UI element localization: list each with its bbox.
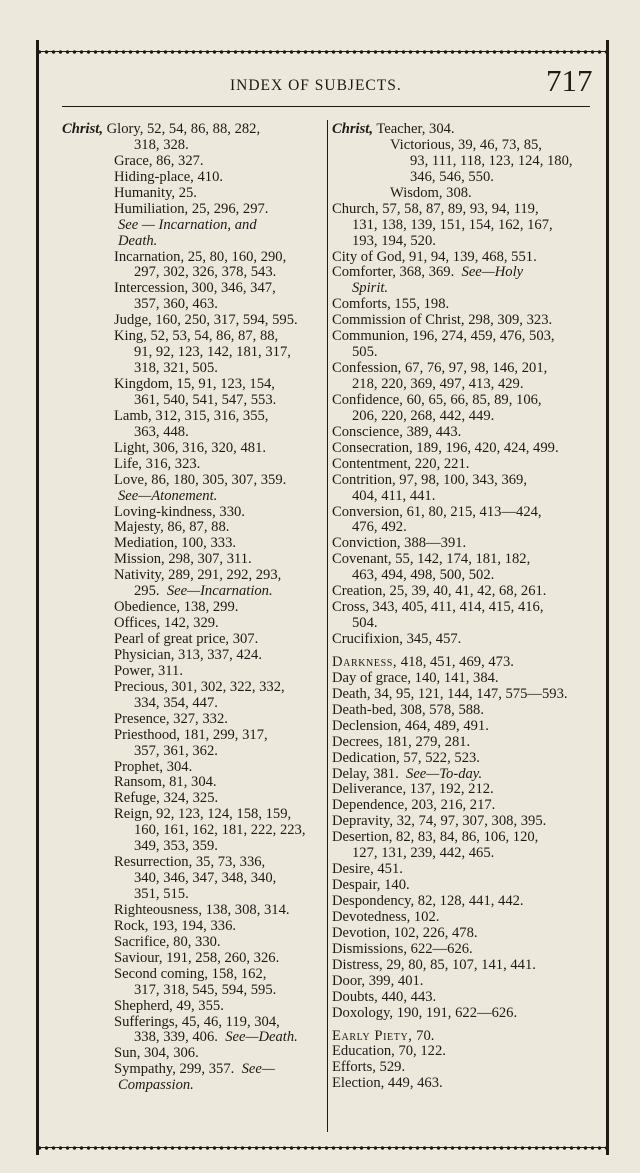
index-entry-line: [332, 655, 600, 671]
index-entry-text: Obedience, 138, 299.: [114, 599, 239, 616]
index-entry-line: [62, 473, 324, 489]
index-entry-text: Covenant, 55, 142, 174, 181, 182,: [332, 551, 531, 568]
index-entry-line: [62, 903, 324, 919]
index-entry-text: See—Atonement.: [118, 487, 218, 504]
index-entry-text: Dependence, 203, 216, 217.: [332, 797, 496, 814]
index-entry-text: Humiliation, 25, 296, 297.: [114, 200, 269, 217]
index-entry-line: [62, 409, 324, 425]
index-entry-text: 295.: [134, 583, 160, 600]
index-entry-text: Devotedness, 102.: [332, 908, 440, 925]
index-entry-line: [62, 871, 324, 887]
index-entry-text: 317, 318, 545, 594, 595.: [134, 981, 277, 998]
index-entry-line: [332, 1029, 600, 1045]
index-entry-line: [332, 735, 600, 751]
index-entry-text: Nativity, 289, 291, 292, 293,: [114, 567, 282, 584]
index-entry-line: [62, 202, 324, 218]
index-entry-line: [62, 823, 324, 839]
index-entry-text: Doubts, 440, 443.: [332, 988, 437, 1005]
index-entry-line: [332, 202, 600, 218]
index-entry-line: [62, 122, 324, 138]
index-entry-text: Sufferings, 45, 46, 119, 304,: [114, 1013, 280, 1030]
index-entry-text: Wisdom, 308.: [390, 184, 472, 201]
index-entry-line: [62, 680, 324, 696]
index-entry-text: 91, 92, 123, 142, 181, 317,: [134, 344, 291, 361]
index-entry-line: [332, 489, 600, 505]
index-entry-text: Communion, 196, 274, 459, 476, 503,: [332, 328, 555, 345]
index-entry-line: [332, 568, 600, 584]
index-entry-line: [332, 671, 600, 687]
index-entry-text: Church, 57, 58, 87, 89, 93, 94, 119,: [332, 200, 539, 217]
index-entry-text: 504.: [352, 615, 378, 632]
index-entry-text: Offices, 142, 329.: [114, 615, 219, 632]
index-entry-text: Doxology, 190, 191, 622—626.: [332, 1004, 518, 1021]
index-entry-text: Life, 316, 323.: [114, 455, 201, 472]
index-entry-line: [62, 265, 324, 281]
index-entry-text: Presence, 327, 332.: [114, 710, 228, 727]
index-entry-line: [62, 361, 324, 377]
index-entry-text: Comforter, 368, 369.: [332, 264, 455, 281]
index-entry-line: [62, 345, 324, 361]
index-entry-line: [332, 345, 600, 361]
index-entry-text: Spirit.: [352, 280, 389, 297]
index-entry-line: [332, 1076, 600, 1092]
index-entry-text: 363, 448.: [134, 423, 189, 440]
index-entry-text: Education, 70, 122.: [332, 1043, 446, 1060]
index-entry-text: Election, 449, 463.: [332, 1075, 443, 1092]
index-entry-line: [332, 894, 600, 910]
index-entry-line: [62, 425, 324, 441]
page-frame-left: [36, 40, 39, 1155]
index-entry-line: [62, 1078, 324, 1094]
index-entry-line: [62, 951, 324, 967]
index-entry-line: [62, 536, 324, 552]
index-entry-line: [62, 664, 324, 680]
index-entry-text: Conscience, 389, 443.: [332, 423, 462, 440]
index-entry-text: Contentment, 220, 221.: [332, 455, 470, 472]
index-entry-line: [332, 632, 600, 648]
index-entry-text: 418, 451, 469, 473.: [397, 653, 514, 670]
index-entry-text: 476, 492.: [352, 519, 407, 536]
index-entry-text: 93, 111, 118, 123, 124, 180,: [410, 152, 573, 169]
index-entry-line: [332, 926, 600, 942]
index-entry-line: [62, 154, 324, 170]
index-entry-text: 357, 360, 463.: [134, 296, 218, 313]
index-entry-line: [332, 751, 600, 767]
index-entry-text: 361, 540, 541, 547, 553.: [134, 391, 277, 408]
index-entry-line: [332, 687, 600, 703]
index-entry-line: [62, 329, 324, 345]
index-entry-text: Judge, 160, 250, 317, 594, 595.: [114, 312, 298, 329]
index-entry-text: Loving-kindness, 330.: [114, 503, 245, 520]
index-heading: Darkness,: [332, 653, 398, 670]
index-entry-text: Desertion, 82, 83, 84, 86, 106, 120,: [332, 829, 539, 846]
index-entry-line: [332, 361, 600, 377]
index-entry-text: Decrees, 181, 279, 281.: [332, 733, 471, 750]
index-entry-text: Second coming, 158, 162,: [114, 965, 267, 982]
index-entry-line: [62, 616, 324, 632]
index-entry-line: [332, 457, 600, 473]
index-entry-line: [332, 297, 600, 313]
index-entry-text: King, 52, 53, 54, 86, 87, 88,: [114, 328, 279, 345]
index-entry-text: Refuge, 324, 325.: [114, 790, 219, 807]
index-entry-text: Incarnation, 25, 80, 160, 290,: [114, 248, 287, 265]
index-entry-text: Delay, 381.: [332, 765, 399, 782]
index-heading: Early Piety,: [332, 1027, 413, 1044]
index-entry-text: Teacher, 304.: [372, 121, 455, 137]
index-entry-line: [332, 393, 600, 409]
index-entry-line: [62, 967, 324, 983]
index-entry-text: Despair, 140.: [332, 877, 410, 894]
index-entry-line: [62, 1046, 324, 1062]
index-entry-line: [332, 138, 600, 154]
ornamental-rule-top: [36, 46, 609, 58]
index-entry-line: [332, 552, 600, 568]
index-entry-text: Efforts, 529.: [332, 1059, 406, 1076]
index-entry-line: [332, 942, 600, 958]
index-entry-line: [62, 393, 324, 409]
index-entry-line: [62, 234, 324, 250]
index-entry-line: [62, 1030, 324, 1046]
index-entry-text: 351, 515.: [134, 886, 189, 902]
index-entry-line: [62, 250, 324, 266]
index-entry-text: Despondency, 82, 128, 441, 442.: [332, 893, 524, 909]
index-entry-line: [332, 265, 600, 281]
index-entry-text: Love, 86, 180, 305, 307, 359.: [114, 471, 287, 488]
index-entry-line: [62, 313, 324, 329]
index-entry-line: [62, 552, 324, 568]
index-entry-text: Contrition, 97, 98, 100, 343, 369,: [332, 471, 527, 488]
index-entry-line: [62, 170, 324, 186]
index-entry-line: [62, 807, 324, 823]
index-entry-line: [332, 703, 600, 719]
index-entry-line: [62, 568, 324, 584]
index-entry-line: [332, 218, 600, 234]
index-entry-text: Light, 306, 316, 320, 481.: [114, 439, 267, 456]
index-entry-line: [332, 830, 600, 846]
index-entry-text: Precious, 301, 302, 322, 332,: [114, 678, 285, 695]
cross-reference: See—Incarnation.: [166, 583, 273, 600]
running-head-title: INDEX OF SUBJECTS.: [230, 77, 402, 94]
index-entry-line: [62, 186, 324, 202]
index-entry-line: [332, 536, 600, 552]
index-entry-line: [332, 584, 600, 600]
index-entry-line: [332, 878, 600, 894]
column-divider: [327, 120, 328, 1132]
index-entry-line: [332, 600, 600, 616]
index-entry-line: [332, 505, 600, 521]
index-entry-text: Distress, 29, 80, 85, 107, 141, 441.: [332, 956, 536, 973]
index-entry-line: [332, 990, 600, 1006]
index-entry-text: Conviction, 388—391.: [332, 535, 467, 552]
index-entry-line: [332, 409, 600, 425]
index-entry-line: [62, 584, 324, 600]
index-entry-line: [62, 887, 324, 903]
index-entry-line: [332, 520, 600, 536]
index-entry-line: [332, 862, 600, 878]
index-entry-line: [332, 329, 600, 345]
index-entry-line: [62, 218, 324, 234]
index-entry-text: Confidence, 60, 65, 66, 85, 89, 106,: [332, 391, 542, 408]
index-entry-text: Death-bed, 308, 578, 588.: [332, 701, 484, 718]
index-entry-text: Death.: [118, 232, 158, 249]
index-entry-line: [332, 250, 600, 266]
page-number: 717: [546, 63, 593, 98]
index-entry-text: Power, 311.: [114, 662, 183, 679]
index-entry-text: Consecration, 189, 196, 420, 424, 499.: [332, 439, 559, 456]
index-entry-line: [62, 775, 324, 791]
index-entry-line: [62, 728, 324, 744]
index-entry-text: Creation, 25, 39, 40, 41, 42, 68, 261.: [332, 583, 547, 600]
index-entry-text: Physician, 313, 337, 424.: [114, 646, 262, 663]
index-entry-text: Sympathy, 299, 357.: [114, 1061, 235, 1078]
index-entry-text: 160, 161, 162, 181, 222, 223,: [134, 822, 306, 839]
index-entry-line: [332, 234, 600, 250]
index-column-right: [332, 122, 600, 1092]
index-entry-text: 505.: [352, 344, 378, 361]
index-entry-text: Dismissions, 622—626.: [332, 940, 473, 957]
index-entry-text: City of God, 91, 94, 139, 468, 551.: [332, 248, 537, 265]
index-entry-text: 297, 302, 326, 378, 543.: [134, 264, 277, 281]
index-entry-text: Dedication, 57, 522, 523.: [332, 749, 480, 766]
index-entry-text: Desire, 451.: [332, 861, 403, 878]
index-entry-text: 131, 138, 139, 151, 154, 162, 167,: [352, 216, 553, 233]
index-entry-text: Conversion, 61, 80, 215, 413—424,: [332, 503, 542, 520]
index-entry-text: Humanity, 25.: [114, 184, 197, 201]
index-entry-text: 338, 339, 406.: [134, 1029, 218, 1046]
index-entry-line: [332, 1060, 600, 1076]
index-entry-text: See — Incarnation, and: [118, 216, 257, 233]
index-entry-line: [62, 457, 324, 473]
index-entry-line: [62, 760, 324, 776]
index-entry-text: Priesthood, 181, 299, 317,: [114, 726, 268, 743]
index-entry-text: Grace, 86, 327.: [114, 152, 204, 169]
index-entry-line: [332, 958, 600, 974]
index-entry-text: Rock, 193, 194, 336.: [114, 917, 237, 934]
index-entry-text: Crucifixion, 345, 457.: [332, 631, 462, 647]
index-entry-line: [332, 377, 600, 393]
index-entry-text: Day of grace, 140, 141, 384.: [332, 669, 499, 686]
index-entry-line: [62, 696, 324, 712]
index-entry-line: [62, 983, 324, 999]
index-entry-line: [332, 910, 600, 926]
index-entry-text: Comforts, 155, 198.: [332, 296, 450, 313]
index-entry-text: 193, 194, 520.: [352, 232, 436, 249]
index-entry-line: [332, 846, 600, 862]
index-entry-line: [62, 935, 324, 951]
index-entry-text: Majesty, 86, 87, 88.: [114, 519, 230, 536]
index-entry-line: [62, 441, 324, 457]
index-entry-text: Mediation, 100, 333.: [114, 535, 237, 552]
index-entry-line: [332, 154, 600, 170]
index-entry-line: [62, 1062, 324, 1078]
index-entry-text: 340, 346, 347, 348, 340,: [134, 870, 277, 887]
index-entry-line: [62, 791, 324, 807]
index-entry-text: Hiding-place, 410.: [114, 168, 224, 185]
index-entry-text: Glory, 52, 54, 86, 88, 282,: [102, 121, 261, 137]
index-entry-line: [332, 782, 600, 798]
index-entry-line: [62, 839, 324, 855]
index-entry-text: Victorious, 39, 46, 73, 85,: [390, 136, 542, 153]
index-entry-text: Cross, 343, 405, 411, 414, 415, 416,: [332, 599, 544, 616]
index-entry-line: [62, 855, 324, 871]
ornamental-rule-bottom: [36, 1142, 609, 1154]
index-entry-text: Ransom, 81, 304.: [114, 774, 217, 791]
index-entry-text: Saviour, 191, 258, 260, 326.: [114, 949, 280, 966]
cross-reference: See—Death.: [225, 1029, 298, 1046]
index-entry-text: Confession, 67, 76, 97, 98, 146, 201,: [332, 360, 548, 377]
index-entry-text: 404, 411, 441.: [352, 487, 436, 504]
index-entry-text: Depravity, 32, 74, 97, 307, 308, 395.: [332, 813, 547, 830]
page-frame-right: [606, 40, 609, 1155]
index-entry-line: [62, 489, 324, 505]
index-entry-text: Kingdom, 15, 91, 123, 154,: [114, 376, 275, 392]
cross-reference: See—To-day.: [406, 765, 483, 782]
index-entry-line: [62, 520, 324, 536]
index-entry-line: [332, 767, 600, 783]
index-entry-text: Sun, 304, 306.: [114, 1045, 199, 1062]
index-entry-line: [62, 505, 324, 521]
index-entry-line: [62, 281, 324, 297]
index-entry-text: Devotion, 102, 226, 478.: [332, 924, 478, 941]
index-entry-text: 206, 220, 268, 442, 449.: [352, 407, 495, 424]
index-entry-line: [62, 648, 324, 664]
cross-reference: See—: [241, 1061, 275, 1078]
index-entry-line: [62, 999, 324, 1015]
index-entry-line: [332, 122, 600, 138]
index-entry-text: 346, 546, 550.: [410, 168, 494, 185]
index-entry-text: Deliverance, 137, 192, 212.: [332, 781, 494, 798]
index-entry-text: 357, 361, 362.: [134, 742, 218, 759]
index-entry-text: Death, 34, 95, 121, 144, 147, 575—593.: [332, 685, 568, 702]
index-entry-text: Intercession, 300, 346, 347,: [114, 280, 276, 297]
index-entry-text: Lamb, 312, 315, 316, 355,: [114, 407, 269, 424]
index-entry-text: Shepherd, 49, 355.: [114, 997, 224, 1014]
index-entry-text: 349, 353, 359.: [134, 838, 218, 855]
index-entry-line: [62, 1015, 324, 1031]
index-entry-text: Resurrection, 35, 73, 336,: [114, 854, 266, 871]
index-entry-line: [62, 377, 324, 393]
index-entry-line: [62, 632, 324, 648]
index-entry-text: Sacrifice, 80, 330.: [114, 933, 221, 950]
index-entry-line: [332, 814, 600, 830]
index-entry-line: [62, 919, 324, 935]
index-entry-text: 318, 321, 505.: [134, 360, 218, 377]
index-entry-line: [62, 297, 324, 313]
index-entry-line: [332, 1006, 600, 1022]
header-rule: [62, 106, 590, 107]
index-entry-line: [62, 712, 324, 728]
index-entry-line: [332, 441, 600, 457]
index-entry-text: 334, 354, 447.: [134, 694, 218, 711]
index-entry-line: [332, 186, 600, 202]
index-entry-text: 70.: [412, 1027, 435, 1044]
index-entry-line: [62, 744, 324, 760]
index-entry-line: [332, 425, 600, 441]
index-entry-line: [332, 313, 600, 329]
index-entry-line: [332, 281, 600, 297]
cross-reference: See—Holy: [461, 264, 524, 281]
index-column-left: [62, 122, 324, 1094]
index-entry-text: Declension, 464, 489, 491.: [332, 717, 489, 734]
index-heading: Christ,: [62, 121, 103, 137]
index-entry-text: 463, 494, 498, 500, 502.: [352, 567, 495, 584]
index-entry-text: Door, 399, 401.: [332, 972, 424, 989]
index-entry-line: [332, 719, 600, 735]
index-entry-line: [332, 170, 600, 186]
index-entry-text: Compassion.: [118, 1077, 194, 1094]
index-entry-line: [332, 473, 600, 489]
index-entry-line: [332, 616, 600, 632]
index-entry-text: Mission, 298, 307, 311.: [114, 551, 252, 568]
index-entry-text: Reign, 92, 123, 124, 158, 159,: [114, 806, 292, 823]
index-entry-text: Prophet, 304.: [114, 758, 193, 775]
index-entry-line: [62, 138, 324, 154]
index-entry-line: [332, 798, 600, 814]
index-entry-line: [62, 600, 324, 616]
index-entry-line: [332, 974, 600, 990]
index-entry-text: 127, 131, 239, 442, 465.: [352, 845, 495, 862]
index-entry-line: [332, 1044, 600, 1060]
index-entry-text: Commission of Christ, 298, 309, 323.: [332, 312, 553, 329]
index-entry-text: 318, 328.: [134, 136, 189, 153]
index-entry-text: Pearl of great price, 307.: [114, 631, 259, 647]
index-heading: Christ,: [332, 121, 373, 137]
index-entry-text: 218, 220, 369, 497, 413, 429.: [352, 376, 524, 392]
index-entry-text: Righteousness, 138, 308, 314.: [114, 901, 290, 918]
